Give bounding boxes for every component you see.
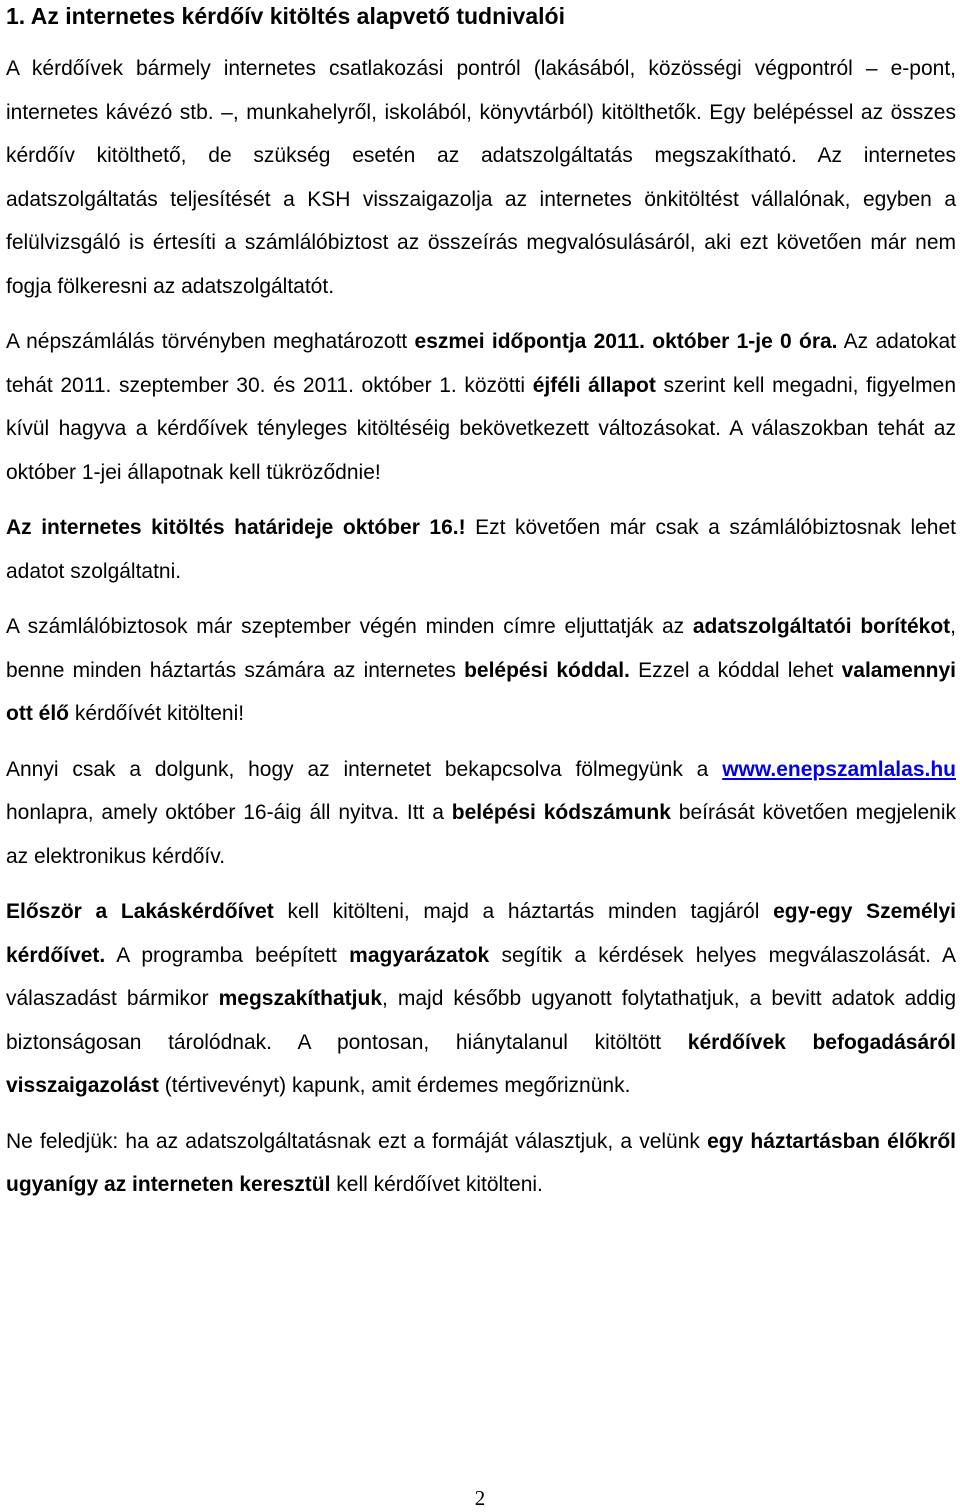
page-number: 2 xyxy=(474,1486,486,1510)
bold-text: megszakíthatjuk xyxy=(218,987,383,1010)
text: , majd később ugyanott folytathatjuk, a bevitt adatok addig biztonságosan tárolódnak. A pontosan, hiánytalanul kitöltött xyxy=(6,987,957,1054)
text: kell kérdőívet kitölteni. xyxy=(330,1173,543,1196)
bold-text: egy-egy Személyi kérdőívet. xyxy=(6,900,956,967)
text: Ne feledjük: ha az adatszolgáltatásnak ezt a formáját választjuk, a velünk xyxy=(6,1129,708,1153)
section-heading: 1. Az internetes kérdőív kitöltés alapvető tudnivalói xyxy=(6,3,565,29)
text: A számlálóbiztosok már szeptember végén minden címre eljuttatják az xyxy=(6,615,693,638)
paragraph-questionnaires xyxy=(6,890,956,1108)
bold-text: belépési kódszámunk xyxy=(451,801,671,824)
bold-text: magyarázatok xyxy=(349,943,490,967)
text: A kérdőívek bármely internetes csatlakozási pontról (lakásából, közösségi végpontról – e-pont, internetes kávézó stb. –, munkahelyről, iskolából, könyvtárból) kitölthetők. Egy belépéssel az összes kérdőív kitölthető, de szükség esetén az adatszolgáltatás megszakítható. Az internetes adatszolgáltatás teljesítését a KSH visszaigazolja az internetes önkitöltést vállalónak, egyben a felülvizsgáló is értesíti a számlálóbiztost az összeírás megvalósulásáról, aki ezt követően már nem fogja fölkeresni az adatszolgáltatót. xyxy=(6,57,956,298)
paragraph-website xyxy=(6,748,956,879)
bold-text: Először a Lakáskérdőívet xyxy=(6,900,274,923)
text: (tértivevényt) kapunk, amit érdemes megőriznünk. xyxy=(158,1074,631,1097)
text: segítik a kérdések helyes megválaszolását. A válaszadást bármikor xyxy=(6,943,956,1010)
text: beírását követően megjelenik az elektronikus kérdőív. xyxy=(6,801,956,868)
text: Az adatokat tehát 2011. szeptember 30. és 2011. október 1. közötti xyxy=(6,330,957,397)
paragraph-deadline xyxy=(6,506,956,593)
paragraph-envelope xyxy=(6,605,956,736)
bold-text: Az internetes kitöltés határideje október 16.! xyxy=(6,516,466,539)
document-page xyxy=(6,0,956,1207)
bold-text: adatszolgáltatói borítékot xyxy=(692,615,951,638)
bold-text: eszmei időpontja 2011. október 1-je 0 óra. xyxy=(414,330,838,353)
text: kérdőívét kitölteni! xyxy=(69,702,245,725)
text: , benne minden háztartás számára az internetes xyxy=(6,615,956,682)
bold-text: éjféli állapot xyxy=(532,373,656,397)
bold-text: egy háztartásban élőkről ugyanígy az interneten keresztül xyxy=(6,1129,956,1196)
text: honlapra, amely október 16-áig áll nyitva. Itt a xyxy=(6,801,452,824)
text: kell kitölteni, majd a háztartás minden tagjáról xyxy=(273,900,774,923)
paragraph-reminder xyxy=(6,1120,956,1207)
text: szerint kell megadni, figyelmen kívül hagyva a kérdőívek tényleges kitöltéséig bekövetkezett változásokat. A válaszokban tehát az október 1-jei állapotnak kell tükröződnie! xyxy=(6,373,956,484)
text: Annyi csak a dolgunk, hogy az internetet bekapcsolva fölmegyünk a xyxy=(6,757,723,781)
bold-text: belépési kóddal. xyxy=(464,658,630,682)
bold-text: kérdőívek befogadásáról visszaigazolást xyxy=(6,1030,957,1097)
paragraph-access-points xyxy=(6,47,956,308)
paragraph-reference-time xyxy=(6,320,956,494)
text: Ezt követően már csak a számlálóbiztosnak lehet adatot szolgáltatni. xyxy=(6,516,956,583)
website-link[interactable]: www.enepszamlalas.hu xyxy=(722,757,956,781)
text: Ezzel a kóddal lehet xyxy=(629,658,842,682)
text: A programba beépített xyxy=(105,943,350,967)
text: A népszámlálás törvényben meghatározott xyxy=(6,330,415,353)
bold-text: valamennyi ott élő xyxy=(6,658,956,725)
